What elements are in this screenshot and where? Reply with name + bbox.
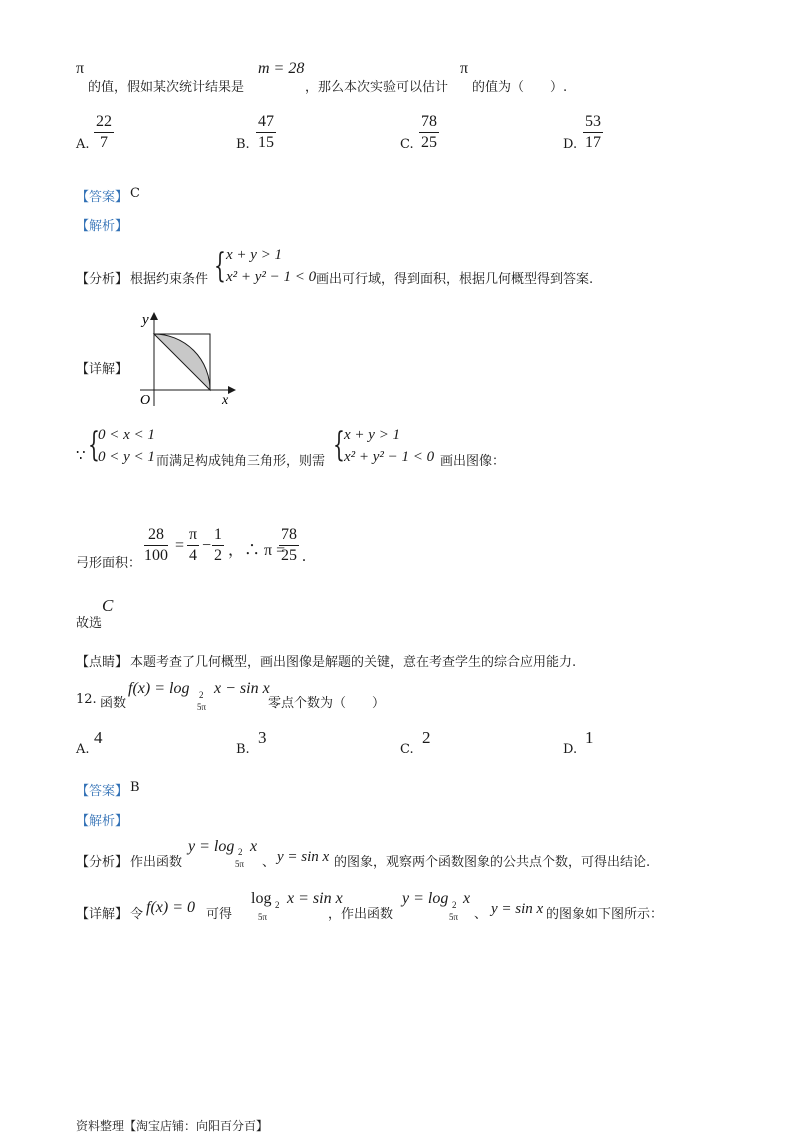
q12-jiexi-tag: 【解析】 [76, 814, 129, 829]
q12-fx-zero: f(x) = 0 [146, 899, 195, 916]
option-d-numerator: 53 [583, 113, 603, 133]
because-symbol: ∵ [76, 446, 86, 464]
q11-option-a-label: A. [76, 137, 90, 152]
segment-region [154, 334, 210, 390]
q12-base-den: 5π [197, 702, 207, 712]
area-f2-num: π [187, 526, 199, 546]
q12-option-b-label: B. [236, 742, 250, 757]
q12-option-d-label: D. [563, 742, 578, 757]
cond-line-1: 0 < x < 1 [98, 427, 155, 443]
area-f3-den: 2 [214, 547, 222, 564]
q12-ke-de: 可得 [206, 907, 233, 922]
q11-option-c-label: C. [400, 137, 414, 152]
option-b-numerator: 47 [256, 113, 276, 133]
q11-fenxi-a: 根据约束条件 [130, 272, 209, 287]
area-f2-den: 4 [189, 547, 198, 564]
q11-option-a-fraction [94, 113, 114, 152]
q11-fenxi-tag: 【分析】 [76, 272, 129, 287]
q11-draw-text: 画出图像： [440, 454, 506, 469]
graph-x-label: x [222, 393, 229, 408]
minus-sign: − [202, 537, 212, 554]
q11-fenxi-b: 画出可行域，得到面积，根据几何概型得到答案. [316, 272, 594, 287]
q12-option-c-value: 2 [422, 728, 431, 747]
q12-func: f(x) = log [128, 680, 190, 697]
option-a-denominator: 7 [100, 134, 108, 151]
q12-number: 12. [76, 692, 97, 707]
sys-line-2: x² + y² − 1 < 0 [226, 269, 317, 285]
q12-fenxi-x: x [250, 838, 258, 855]
q12-func-tail: x − sin x [214, 680, 270, 697]
pi-symbol: π [76, 60, 85, 77]
cond-system [98, 424, 155, 468]
q12-y-log-2: y = log [402, 890, 449, 907]
q12-xiangjie-tag: 【详解】 [76, 907, 129, 922]
cond-line-2: 0 < y < 1 [98, 449, 155, 465]
q12-fenxi-a: 作出函数 [130, 855, 183, 870]
q11-option-d-label: D. [563, 137, 578, 152]
q12-eq-base-den: 5π [258, 912, 268, 922]
option-d-denominator: 17 [585, 134, 601, 151]
q11-mid-text: 而满足构成钝角三角形，则需 [156, 454, 326, 469]
area-f4-den: 25 [281, 547, 297, 564]
q12-ling: 令 [130, 907, 144, 922]
need-brace: { [333, 425, 345, 465]
gu-xuan: 故选 [76, 616, 103, 631]
q12-answer: B [130, 780, 140, 795]
graph-y-label: y [142, 312, 149, 328]
area-fraction-3 [212, 526, 224, 565]
option-a-numerator: 22 [94, 113, 114, 133]
pi-symbol-2: π [460, 60, 469, 77]
therefore-pi: ，∴ π = [228, 542, 286, 559]
dianjing-text: 本题考查了几何概型，画出图像是解题的关键，意在考查学生的综合应用能力. [130, 655, 577, 670]
q12-answer-tag: 【答案】 [76, 784, 129, 799]
q11-option-b-fraction [256, 113, 276, 152]
q11-intro-a: 的值，假如某次统计结果是 [88, 80, 245, 95]
q12-log-eq: log [251, 890, 272, 907]
q11-intro-c: 的值为（ ）. [472, 80, 568, 95]
q12-y-sin: y = sin x [277, 849, 330, 865]
q11-xiangjie-tag: 【详解】 [76, 362, 129, 377]
q12-eq-base-num: 2 [275, 900, 280, 910]
area-f4-num: 78 [279, 526, 299, 546]
q11-answer-tag: 【答案】 [76, 190, 129, 205]
need-line-1: x + y > 1 [344, 427, 401, 443]
dianjing-tag: 【点睛】 [76, 655, 129, 670]
area-label: 弓形面积： [76, 556, 142, 571]
need-system [344, 424, 434, 468]
q12-zuo-chu: ，作出函数 [328, 907, 394, 922]
q11-fenxi-brace: { [214, 246, 226, 286]
q12-y-sin-2: y = sin x [491, 901, 544, 917]
area-f1-num: 28 [144, 526, 168, 546]
footer-text: 资料整理【淘宝店铺：向阳百分百】 [76, 1119, 269, 1133]
area-f3-num: 1 [212, 526, 224, 546]
q12-ask: 零点个数为（ ） [268, 696, 386, 711]
feasible-region-graph [136, 308, 242, 410]
graph-origin-label: O [140, 393, 151, 408]
need-line-2: x² + y² − 1 < 0 [344, 449, 435, 465]
q12-y-log: y = log [188, 838, 235, 855]
sys-line-1: x + y > 1 [226, 247, 283, 263]
q11-intro-b: ，那么本次实验可以估计 [305, 80, 449, 95]
area-fraction-1 [144, 526, 168, 565]
q12-x-2: x [463, 890, 471, 907]
q11-option-d-fraction [583, 113, 603, 152]
q11-fenxi-system [226, 244, 316, 288]
cond-brace: { [88, 425, 100, 465]
q12-han-shu: 函数 [100, 696, 127, 711]
option-b-denominator: 15 [258, 134, 274, 151]
q12-base-den-2: 5π [449, 912, 459, 922]
period: . [302, 548, 306, 565]
q12-base-num-2: 2 [452, 900, 457, 910]
q11-jiexi-tag: 【解析】 [76, 219, 129, 234]
q12-fenxi-base-num: 2 [238, 847, 243, 857]
q12-base-num: 2 [199, 690, 204, 700]
q11-answer: C [130, 186, 140, 201]
area-fraction-4 [279, 526, 299, 565]
q11-option-c-fraction [419, 113, 439, 152]
area-fraction-2 [187, 526, 199, 565]
area-f1-den: 100 [144, 547, 168, 564]
q12-fenxi-b: 的图象，观察两个函数图象的公共点个数，可得出结论. [334, 855, 651, 870]
q12-fenxi-base-den: 5π [235, 859, 245, 869]
q12-dun-2: 、 [474, 907, 488, 922]
option-c-numerator: 78 [419, 113, 439, 133]
final-choice: C [102, 596, 114, 615]
q12-option-d-value: 1 [585, 728, 594, 747]
q12-option-a-label: A. [76, 742, 90, 757]
q12-option-a-value: 4 [94, 728, 103, 747]
q11-option-b-label: B. [236, 137, 250, 152]
q12-log-eq-tail: x = sin x [287, 890, 343, 907]
q12-option-c-label: C. [400, 742, 414, 757]
q12-dun: 、 [262, 855, 276, 870]
q12-tu-xiang: 的图象如下图所示： [546, 907, 664, 922]
q12-fenxi-tag: 【分析】 [76, 855, 129, 870]
option-c-denominator: 25 [421, 134, 437, 151]
q11-m-value: m = 28 [258, 60, 305, 77]
equals-sign: = [175, 537, 185, 554]
q12-option-b-value: 3 [258, 728, 267, 747]
